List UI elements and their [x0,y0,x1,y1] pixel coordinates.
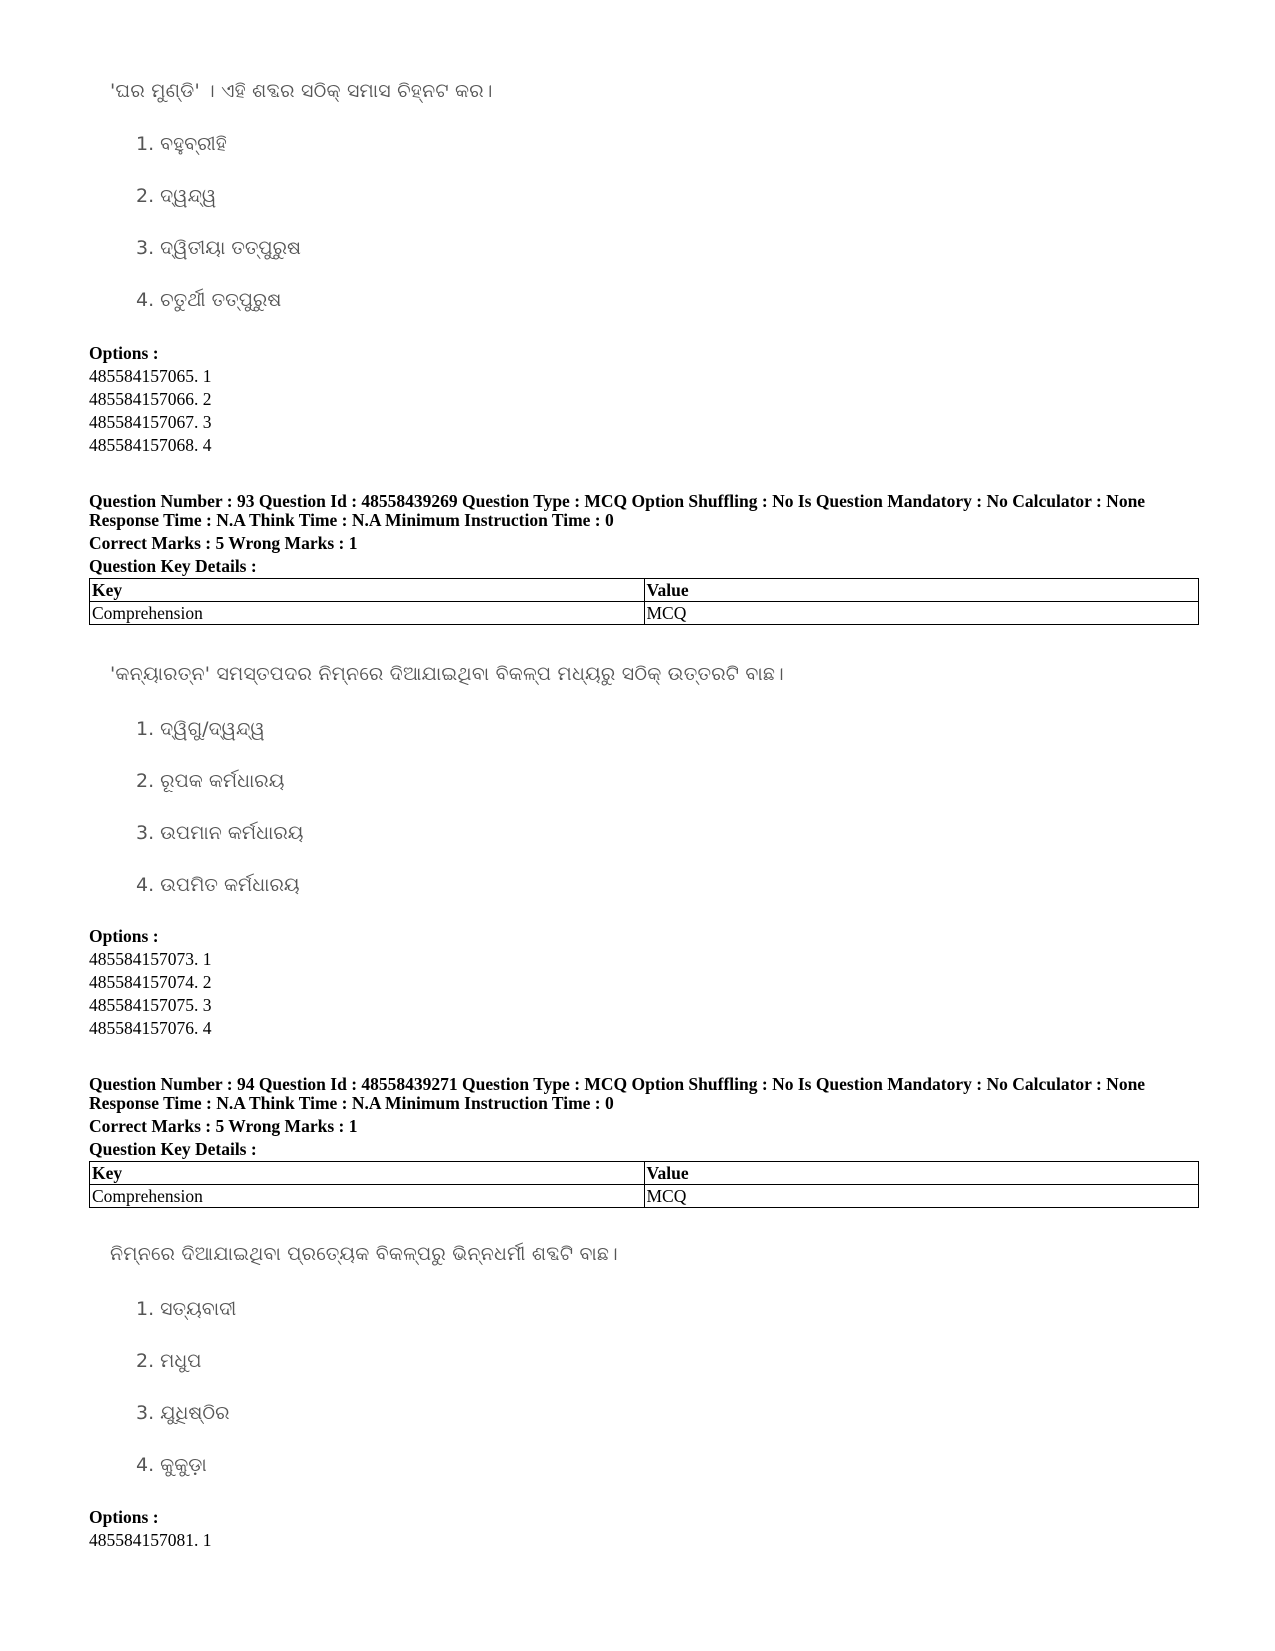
choice-3: 3. ଉପମାନ କର୍ମଧାରୟ [136,822,304,844]
option-id: 485584157076. 4 [89,1018,212,1038]
table-cell-value: MCQ [644,602,1199,625]
question-header: Question Number : 94 Question Id : 48558439271 Question Type : MCQ Option Shuffling : No Is Question Mandatory : No Calculator : None [89,1074,1146,1094]
option-id: 485584157068. 4 [89,435,212,455]
option-id: 485584157066. 2 [89,389,212,409]
question-text: ନିମ୍ନରେ ଦିଆଯାଇଥିବା ପ୍ରତ୍ୟେକ ବିକଳ୍ପରୁ ଭିନ୍ନଧର୍ମୀ ଶବ୍ଦଟି ବାଛ। [110,1243,618,1265]
choice-1: 1. ସତ୍ୟବାଦୀ [136,1298,237,1320]
option-id: 485584157073. 1 [89,949,212,969]
option-id: 485584157081. 1 [89,1530,212,1550]
choice-4: 4. କୁକୁଡ଼ା [136,1454,207,1476]
question-timing: Response Time : N.A Think Time : N.A Minimum Instruction Time : 0 [89,510,614,530]
table-cell-key: Comprehension [90,1185,645,1208]
option-id: 485584157065. 1 [89,366,212,386]
question-marks: Correct Marks : 5 Wrong Marks : 1 [89,533,358,553]
choice-4: 4. ଚତୁର୍ଥୀ ତତ୍ପୁରୁଷ [136,289,282,311]
option-id: 485584157074. 2 [89,972,212,992]
choice-2: 2. ଦ୍ୱନ୍ଦ୍ୱ [136,185,217,207]
table-cell-value: MCQ [644,1185,1199,1208]
table-header-value: Value [644,1162,1199,1185]
options-label: Options : [89,343,159,363]
options-label: Options : [89,1507,159,1527]
question-header: Question Number : 93 Question Id : 48558439269 Question Type : MCQ Option Shuffling : No Is Question Mandatory : No Calculator : None [89,491,1146,511]
options-label: Options : [89,926,159,946]
choice-3: 3. ଦ୍ୱିତୀୟା ତତ୍ପୁରୁଷ [136,237,302,259]
choice-2: 2. ରୂପକ କର୍ମଧାରୟ [136,770,285,792]
option-id: 485584157067. 3 [89,412,212,432]
table-header-key: Key [90,579,645,602]
table-cell-key: Comprehension [90,602,645,625]
choice-2: 2. ମଧୁପ [136,1350,202,1372]
option-id: 485584157075. 3 [89,995,212,1015]
key-details-label: Question Key Details : [89,556,257,576]
table-header-value: Value [644,579,1199,602]
question-marks: Correct Marks : 5 Wrong Marks : 1 [89,1116,358,1136]
choice-4: 4. ଉପମିତ କର୍ମଧାରୟ [136,874,300,896]
choice-1: 1. ଦ୍ୱିଗୁ/ଦ୍ୱନ୍ଦ୍ୱ [136,718,265,740]
question-text: 'କନ୍ୟାରତ୍ନ' ସମସ୍ତପଦର ନିମ୍ନରେ ଦିଆଯାଇଥିବା ବିକଳ୍ପ ମଧ୍ୟରୁ ସଠିକ୍ ଉତ୍ତରଟି ବାଛ। [110,663,784,685]
table-header-key: Key [90,1162,645,1185]
key-details-table [89,1161,1199,1208]
key-details-table [89,578,1199,625]
question-text: 'ଘର ମୁଣ୍ଡି' । ଏହି ଶବ୍ଦର ସଠିକ୍ ସମାସ ଚିହ୍ନଟ କର। [110,80,493,102]
choice-1: 1. ବହୁବ୍ରୀହି [136,133,227,155]
key-details-label: Question Key Details : [89,1139,257,1159]
question-timing: Response Time : N.A Think Time : N.A Minimum Instruction Time : 0 [89,1093,614,1113]
choice-3: 3. ଯୁଧିଷ୍ଠିର [136,1402,230,1424]
